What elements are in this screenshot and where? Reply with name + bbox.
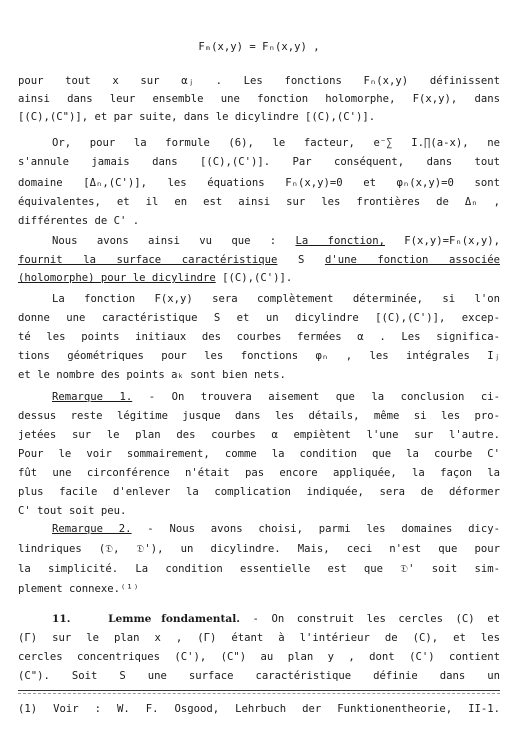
text-line xyxy=(52,522,500,536)
text-line: C' tout soit peu. xyxy=(18,505,127,517)
text-line xyxy=(18,253,500,267)
text-line: dessus reste légitime jusque dans les détails, même si les pro- xyxy=(18,410,500,422)
text-span: F(x,y)=Fₙ(x,y), xyxy=(384,235,500,247)
formula-top: Fₘ(x,y) = Fₙ(x,y) , xyxy=(198,41,320,53)
text-line xyxy=(52,234,500,248)
section-title: Lemme fondamental. xyxy=(108,613,240,625)
text-line: La fonction F(x,y) sera complètement déterminée, si l'on xyxy=(52,293,500,305)
footnote-rule-dashed xyxy=(18,693,500,694)
text-line: la simplicité. La condition essentielle est que 𝔇' soit sim- xyxy=(18,563,500,575)
text-line: différentes de C' . xyxy=(18,215,140,227)
text-line: Or, pour la formule (6), le facteur, e⁻∑ I.∏(a-x), ne xyxy=(52,137,500,149)
text-span: - On trouvera aisement que la conclusion ci- xyxy=(132,391,500,403)
text-line: pour tout x sur αⱼ . Les fonctions Fₙ(x,y) définissent xyxy=(18,75,500,87)
footnote: (1) Voir : W. F. Osgood, Lehrbuch der Funktionentheorie, II-1. xyxy=(18,703,500,715)
remark-label: Remarque 2. xyxy=(52,523,132,535)
text-line: s'annule jamais dans [(C),(C')]. Par conséquent, dans tout xyxy=(18,156,500,168)
text-line: jetées sur le plan des courbes α empiètent l'une sur l'autre. xyxy=(18,429,500,441)
text-line xyxy=(18,271,500,285)
text-line xyxy=(52,390,500,404)
remark-label: Remarque 1. xyxy=(52,391,133,403)
text-line: tions géométriques pour les fonctions φₙ , les intégrales Iⱼ xyxy=(18,350,500,362)
text-line: lindriques (𝔇, 𝔇'), un dicylindre. Mais, ceci n'est que pour xyxy=(18,543,500,555)
text-line: plus facile d'enlever la complication indiquée, sera de déformer xyxy=(18,486,500,498)
text-span: Nous avons ainsi vu que : xyxy=(52,235,277,247)
text-line: domaine [Δₙ,(C')], les équations Fₙ(x,y)=0 et φₙ(x,y)=0 sont xyxy=(18,177,500,189)
text-line: Pour le voir sommairement, comme la condition que la courbe C' xyxy=(18,448,500,460)
text-line: (Γ) sur le plan x , (Γ) étant à l'intérieur de (C), et les xyxy=(18,632,500,644)
underlined-text: (holomorphe) pour le dicylindre xyxy=(18,272,216,284)
text-span: - Nous avons choisi, parmi les domaines dicy- xyxy=(131,523,500,535)
text-line: plement connexe.⁽¹⁾ xyxy=(18,583,140,595)
section-number: 11. xyxy=(52,613,71,625)
text-line: fût une circonférence n'était pas encore appliquée, la façon la xyxy=(18,467,500,479)
underlined-text: fournit la surface caractéristique xyxy=(18,254,278,266)
footnote-rule xyxy=(18,690,500,691)
text-line: (C"). Soit S une surface caractéristique définie dans un xyxy=(18,670,500,682)
text-span: - On construit les cercles (C) et xyxy=(239,613,500,625)
text-line: té les points initiaux des courbes fermées α . Les significa- xyxy=(18,331,500,343)
text-line: ainsi dans leur ensemble une fonction holomorphe, F(x,y), dans xyxy=(18,93,500,105)
text-line: équivalentes, et il en est ainsi sur les frontières de Δₙ , xyxy=(18,196,500,208)
text-line: donne une caractéristique S et un dicylindre [(C),(C')], excep- xyxy=(18,312,500,324)
underlined-text: d'une fonction associée xyxy=(324,254,501,266)
text-line: [(C),(C")], et par suite, dans le dicylindre [(C),(C')]. xyxy=(18,111,376,123)
text-span: S xyxy=(277,254,325,266)
section-heading-line xyxy=(52,612,500,626)
text-line: et le nombre des points aₖ sont bien nets. xyxy=(18,369,286,381)
text-line: cercles concentriques (C'), (C") au plan y , dont (C') contient xyxy=(18,651,500,663)
underlined-text: La fonction, xyxy=(295,235,385,247)
text-span: [(C),(C')]. xyxy=(215,272,293,284)
